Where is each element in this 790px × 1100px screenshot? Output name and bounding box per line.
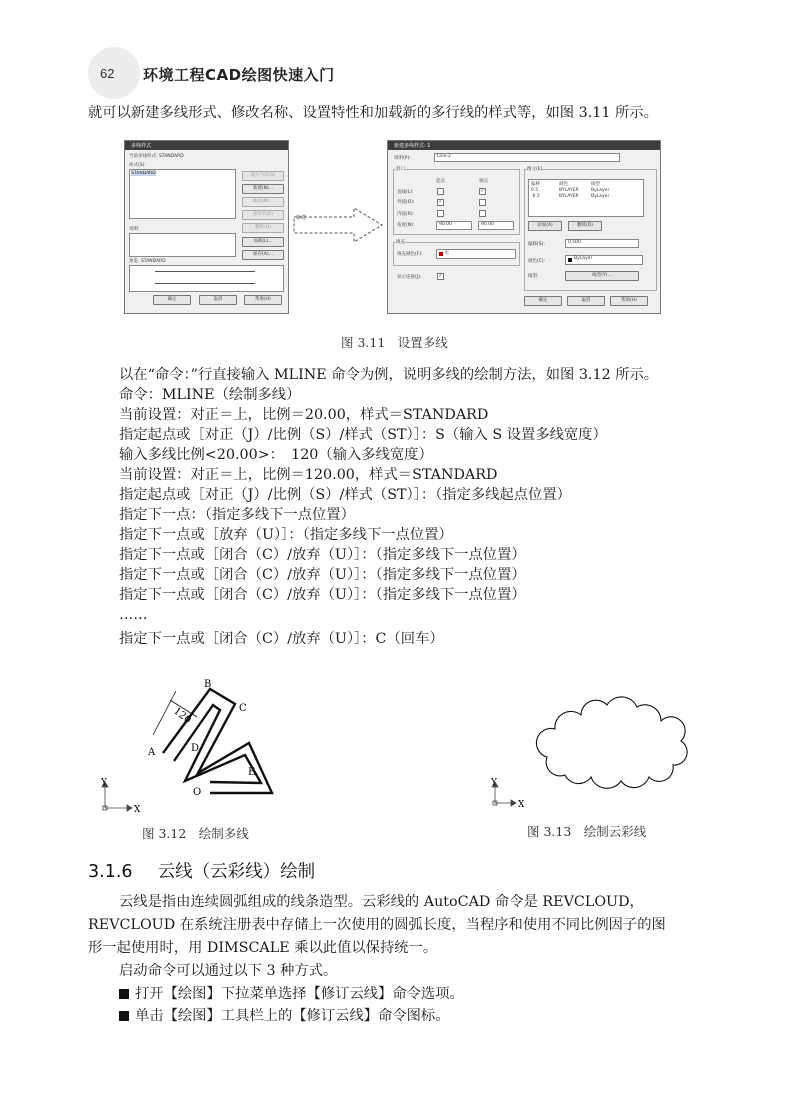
dialog-titlebar xyxy=(125,141,288,150)
description-input[interactable] xyxy=(434,153,620,162)
set-current-button[interactable]: 置为当前(U) xyxy=(242,171,284,181)
body-paragraph-line: 形一起使用时，用 DIMSCALE 乘以此值以保持统一。 xyxy=(88,940,438,956)
label-b: B xyxy=(204,679,212,690)
axis-y-label: Y xyxy=(491,778,497,788)
cancel-button[interactable]: 取消 xyxy=(567,296,605,306)
outer-arc-start-checkbox[interactable]: ✓ xyxy=(438,199,443,205)
color-label: 颜色(C): xyxy=(528,259,546,264)
rename-button[interactable]: 重命名(R) xyxy=(242,210,284,220)
show-joints-checkbox[interactable]: ✓ xyxy=(438,273,443,279)
outer-arc-end-checkbox[interactable] xyxy=(479,199,486,206)
caps-inner-arc-label: 内弧(R): xyxy=(397,212,415,217)
styles-list-item[interactable]: STANDARD xyxy=(131,171,156,176)
color-swatch xyxy=(568,258,572,262)
color-value: ByLayer xyxy=(574,256,593,261)
delete-element-button[interactable]: 删除(D) xyxy=(568,221,602,231)
section-title: 云线（云彩线）绘制 xyxy=(157,862,316,882)
axis-x-label: X xyxy=(134,805,141,815)
linetype-label: 线型: xyxy=(528,274,539,279)
delete-button[interactable]: 删除(D) xyxy=(242,223,284,233)
mline-line: 指定起点或［对正（J）/比例（S）/样式（ST）］：S（输入 S 设置多线宽度） xyxy=(119,427,607,443)
mline-line: 指定起点或［对正（J）/比例（S）/样式（ST）］：（指定多线起点位置） xyxy=(119,487,571,503)
line-end-checkbox[interactable]: ✓ xyxy=(480,188,485,194)
mline-line: 输入多线比例<20.00>： 120（输入多线宽度） xyxy=(119,447,433,463)
mline-line: 指定下一点或［闭合（C）/放弃（U）］：（指定多线下一点位置） xyxy=(119,587,526,603)
inner-arc-end-checkbox[interactable] xyxy=(479,210,486,217)
fill-label: 填充 xyxy=(396,240,405,245)
mline-line: 指定下一点：（指定多线下一点位置） xyxy=(119,507,355,523)
label-o: O xyxy=(193,787,202,798)
mline-line: 当前设置：对正＝上，比例＝120.00，样式＝STANDARD xyxy=(119,467,498,483)
arrow-label: 新建 xyxy=(296,215,307,221)
bullet-text: 单击【绘图】工具栏上的【修订云线】命令图标。 xyxy=(135,1008,450,1024)
cancel-button[interactable]: 取消 xyxy=(199,295,237,305)
figure-3-12-caption: 图 3.12 绘制多线 xyxy=(142,826,249,841)
styles-label: 样式(S): xyxy=(129,163,146,168)
element-row-color: BYLAYER xyxy=(559,188,579,193)
mline-command-block xyxy=(119,365,658,649)
label-d: D xyxy=(191,743,200,754)
label-c: C xyxy=(239,703,247,714)
current-style-label: 当前多线样式: STANDARD xyxy=(129,154,184,159)
mline-line: 指定下一点或［放弃（U）］：（指定多线下一点位置） xyxy=(119,527,453,543)
offset-value: 0.500 xyxy=(568,240,581,245)
line-start-checkbox[interactable] xyxy=(437,188,444,195)
mline-line: 指定下一点或［闭合（C）/放弃（U）］：（指定多线下一点位置） xyxy=(119,567,526,583)
add-element-button[interactable]: 添加(A) xyxy=(528,221,562,231)
body-paragraph-line: 启动命令可以通过以下 3 种方式。 xyxy=(119,963,338,979)
angle-start-value: 90.00 xyxy=(439,222,452,227)
new-button[interactable]: 新建(N)... xyxy=(242,184,284,194)
axis-x-label: X xyxy=(518,800,525,810)
element-row-offset: -0.5 xyxy=(531,194,540,199)
body-paragraph-line: 云线是指由连续圆弧组成的线条造型。云彩线的 AutoCAD 命令是 REVCLOUD， xyxy=(119,894,644,910)
modify-button[interactable]: 修改(M)... xyxy=(242,197,284,207)
label-dimension: 120 xyxy=(171,705,193,727)
description-label: 说明: xyxy=(129,227,140,232)
help-button[interactable]: 帮助(H) xyxy=(244,295,282,305)
mline-line: 命令：MLINE（绘制多线） xyxy=(119,387,301,403)
revision-cloud-drawing xyxy=(485,685,695,815)
element-row-color: BYLAYER xyxy=(559,194,579,199)
page-number: 62 xyxy=(100,66,115,81)
linetype-button[interactable]: 线型(Y)... xyxy=(565,271,639,281)
caps-start-header: 起点 xyxy=(436,179,445,184)
figure-3-13-caption: 图 3.13 绘制云彩线 xyxy=(527,824,647,839)
styles-list[interactable] xyxy=(129,169,236,219)
elements-list[interactable] xyxy=(528,179,644,217)
label-a: A xyxy=(148,747,156,758)
caps-line-label: 直线(L): xyxy=(397,190,414,195)
square-bullet-icon xyxy=(119,989,129,999)
caps-angle-label: 角度(N): xyxy=(397,223,415,228)
inner-arc-start-checkbox[interactable] xyxy=(437,210,444,217)
description-value: Line-2 xyxy=(437,154,451,159)
caps-end-header: 端点 xyxy=(479,179,488,184)
element-row-linetype: ByLayer xyxy=(591,194,610,199)
elements-header-offset: 偏移 xyxy=(531,182,540,187)
figure-3-11-caption: 图 3.11 设置多线 xyxy=(341,335,448,350)
color-select[interactable] xyxy=(565,255,643,265)
bullet-text: 打开【绘图】下拉菜单选择【修订云线】命令选项。 xyxy=(135,986,464,1002)
fill-color-swatch xyxy=(439,252,443,256)
help-button[interactable]: 帮助(H) xyxy=(610,296,648,306)
square-bullet-icon xyxy=(119,1011,129,1021)
preview-label: 预览: STANDARD xyxy=(129,259,166,264)
description-box xyxy=(129,233,236,257)
caps-label: 封口 xyxy=(396,167,405,172)
description-label: 说明(P): xyxy=(394,156,411,161)
element-row-offset: 0.5 xyxy=(531,188,539,193)
angle-end-value: 90.00 xyxy=(481,222,494,227)
offset-input[interactable] xyxy=(565,239,639,248)
elements-label: 图元(E) xyxy=(527,167,543,172)
preview-box xyxy=(129,265,284,292)
elements-header-linetype: 线型 xyxy=(591,182,600,187)
bullet-item xyxy=(119,1006,450,1026)
intro-paragraph: 就可以新建多线形式、修改名称、设置特性和加载新的多行线的样式等，如图 3.11 所示。 xyxy=(88,105,658,121)
dialog-title: 新建多线样式: 1 xyxy=(394,143,431,149)
angle-start-input[interactable] xyxy=(436,221,472,230)
ok-button[interactable]: 确定 xyxy=(153,295,191,305)
new-multiline-style-dialog xyxy=(387,140,661,314)
body-paragraph-line: REVCLOUD 在系统注册表中存储上一次使用的圆弧长度，当程序和使用不同比例因子的图 xyxy=(88,917,666,933)
book-title: 环境工程CAD绘图快速入门 xyxy=(143,66,335,84)
mline-line: 当前设置：对正＝上，比例＝20.00，样式＝STANDARD xyxy=(119,407,489,423)
mline-line: …… xyxy=(119,607,148,623)
load-button[interactable]: 加载(L)... xyxy=(242,237,284,247)
ok-button[interactable]: 确定 xyxy=(524,296,562,306)
bullet-item xyxy=(119,984,464,1004)
mline-line: 以在“命令：”行直接输入 MLINE 命令为例，说明多线的绘制方法，如图 3.12 所示。 xyxy=(119,367,659,383)
mline-line: 指定下一点或［闭合（C）/放弃（U）］：（指定多线下一点位置） xyxy=(119,547,526,563)
dialog-titlebar xyxy=(388,141,660,150)
label-e: E xyxy=(248,767,256,778)
axis-y-label: Y xyxy=(101,778,107,788)
section-number: 3.1.6 xyxy=(88,862,133,882)
fill-color-label: 填充颜色(F): xyxy=(397,252,423,257)
save-button[interactable]: 保存(A)... xyxy=(242,250,284,260)
offset-label: 偏移(S): xyxy=(528,242,545,247)
elements-header-color: 颜色 xyxy=(559,182,568,187)
fill-color-select[interactable] xyxy=(436,249,516,259)
dashed-arrow-icon xyxy=(292,205,386,245)
fill-color-value: 红 xyxy=(445,251,450,256)
multiline-style-dialog xyxy=(124,140,289,314)
section-heading xyxy=(88,858,315,883)
caps-outer-arc-label: 外弧(O): xyxy=(397,200,415,205)
multiline-drawing xyxy=(95,675,305,820)
show-joints-label: 显示连接(J): xyxy=(397,275,422,280)
dialog-title: 多线样式 xyxy=(131,143,152,149)
element-row-linetype: ByLayer xyxy=(591,188,610,193)
angle-end-input[interactable] xyxy=(478,221,514,230)
mline-line: 指定下一点或［闭合（C）/放弃（U）］：C（回车） xyxy=(119,631,444,647)
